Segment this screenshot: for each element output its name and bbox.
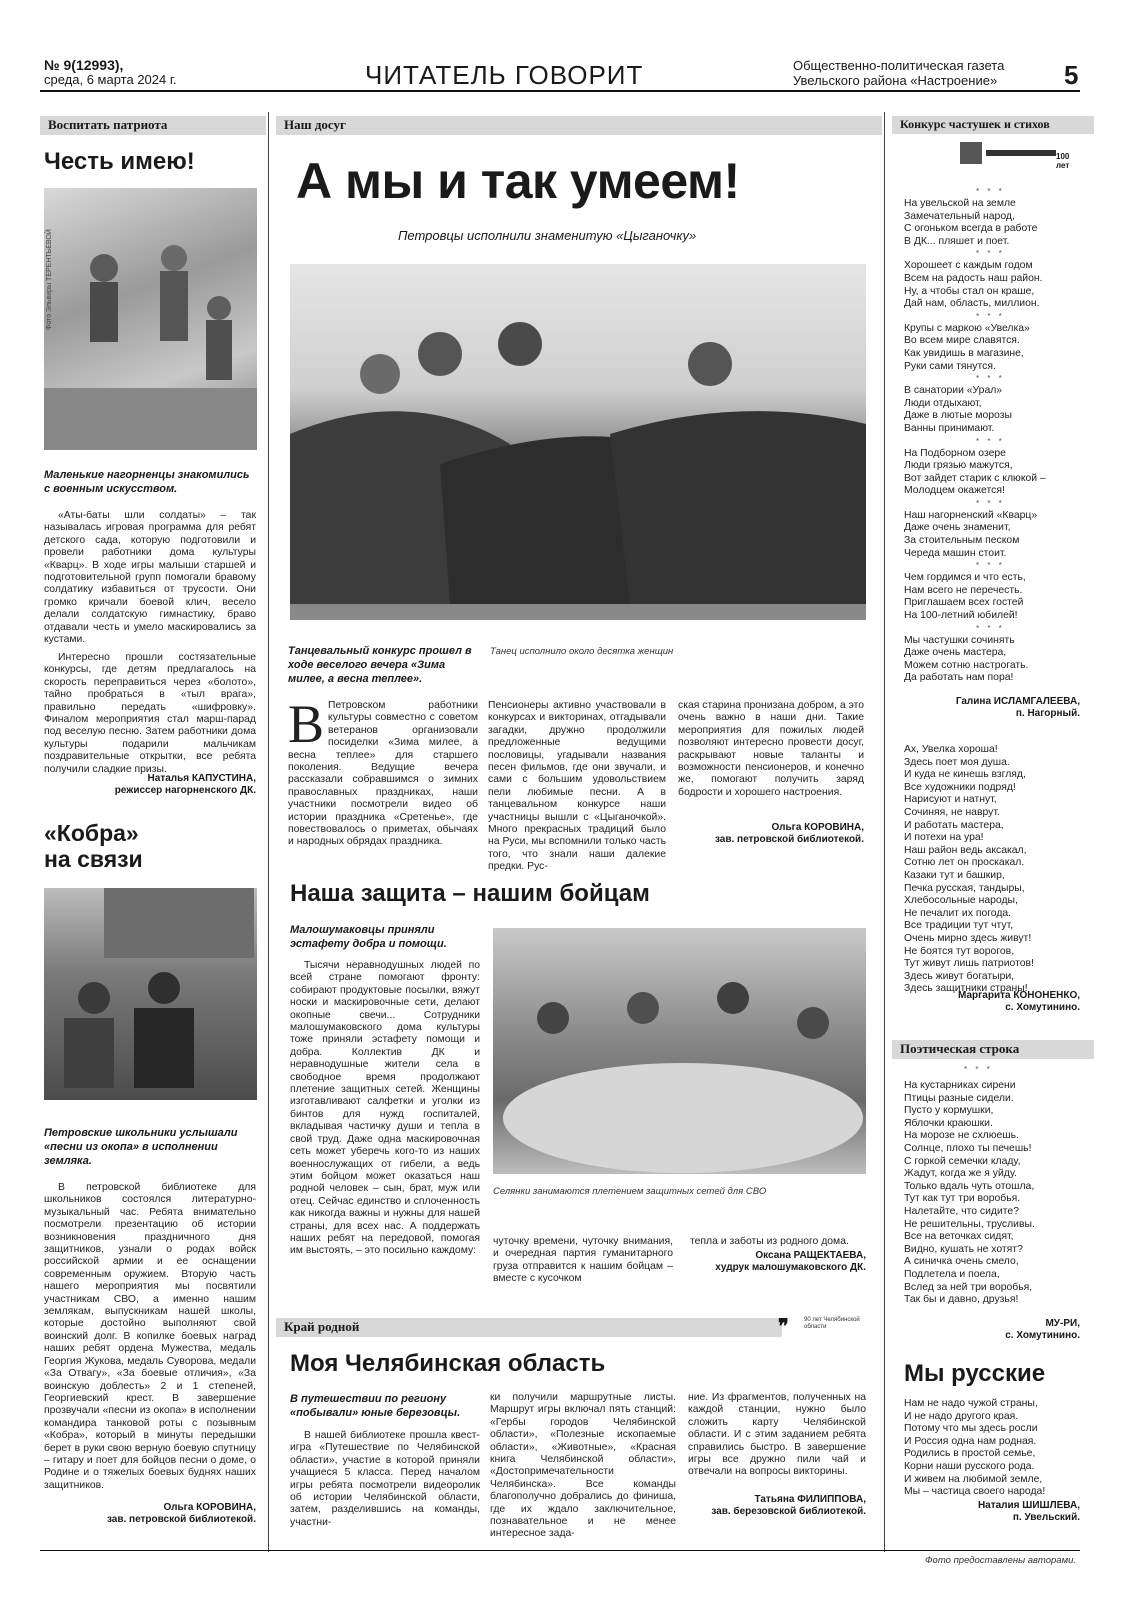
page-number: 5: [1064, 60, 1079, 90]
divider-stars: * * *: [976, 498, 1005, 508]
section-title: ЧИТАТЕЛЬ ГОВОРИТ: [365, 60, 644, 90]
cobra-title-line1: «Кобра»: [44, 820, 139, 846]
honor-paragraph-1: «Аты-баты шли солдаты» – так называлась игровая программа для ребят детского сада, которую подготовили и провели работники дома культуры «Кварц». В ходе игры малыши старшей и подготовительной групп помогали бравому солдатику избавиться от трусости. Они громко кричали боевой клич, весело делали солдатскую гимнастику, браво отдавали честь и умело маскировались за кустами.: [44, 510, 256, 646]
article-title-cobra: [44, 820, 143, 872]
poem-birds-line: Все на веточках сидят,: [904, 1231, 1014, 1243]
poem-russians-author-name: Наталия ШИШЛЕВА,: [977, 1500, 1080, 1511]
poem-uvelka-line: И куда не кинешь взгляд,: [904, 769, 1026, 781]
region-column-3: ние. Из фрагментов, полученных на каждой станции, нужно было сложить карту Челябинской области. И с этим заданием ребята справились быстро. В завершение игры все дружно пили чай и отвечали на вопросы викторины.: [688, 1392, 866, 1478]
poem-russians-line: Мы – частица своего народа!: [904, 1486, 1046, 1498]
chastushka-stanza: [904, 572, 1084, 622]
chastushka-stanza: [904, 448, 1084, 498]
poem-russians-line: Потому что мы здесь росли: [904, 1423, 1038, 1435]
divider-stars: * * *: [976, 436, 1005, 446]
photo-net-weaving: [493, 928, 866, 1174]
photo-dancing-women: [290, 264, 866, 620]
defense-title: Наша защита – нашим бойцам: [290, 880, 650, 907]
chastushki-author: [892, 696, 1080, 720]
defense-column-2: чуточку времени, чуточку внимания, и очередная партия гуманитарного груза отправится к нашим бойцам – вместе с кусочком: [493, 1236, 673, 1285]
column-divider-right: [884, 112, 885, 1552]
footer-photo-credit: Фото предоставлены авторами.: [925, 1555, 1076, 1566]
poem-russians-author: [892, 1500, 1080, 1524]
honor-author-name: Наталья КАПУСТИНА,: [147, 773, 256, 784]
poem-uvelka-line: Сочиняя, не наврут.: [904, 806, 1000, 818]
poem-uvelka-line: Тут живут лишь патриотов!: [904, 958, 1034, 970]
issue-info: [44, 58, 177, 87]
poem-birds-line: На кустарниках сирени: [904, 1080, 1016, 1091]
rubric-poetry: Поэтическая строка: [892, 1040, 1094, 1059]
region-author: [688, 1494, 866, 1518]
article-title-honor: Честь имею!: [44, 148, 195, 175]
photo-caption-dance: Танец исполнило около десятка женщин: [490, 646, 674, 657]
chastushka-line: Хорошеет с каждым годом: [904, 260, 1033, 272]
poem-birds-line: Яблочки краюшки.: [904, 1117, 993, 1129]
chastushka-line: Можем сотню настрогать.: [904, 659, 1029, 671]
defense-author: [690, 1250, 866, 1274]
caption-cobra: Петровские школьники услышали «песни из окопа» в исполнении земляка.: [44, 1127, 238, 1167]
main-subtitle: Петровцы исполнили знаменитую «Цыганочку»: [398, 228, 697, 243]
cobra-author: [44, 1502, 256, 1526]
rubric-patriot: Воспитать патриота: [40, 116, 266, 135]
chastushka-line: Приглашаем всех гостей: [904, 597, 1024, 609]
photo-net-weaving-art: [493, 928, 866, 1174]
chastushka-stanza: [904, 323, 1084, 373]
poem-uvelka: [904, 744, 1084, 996]
chastushka-line: Даже в лютые морозы: [904, 410, 1012, 422]
drop-cap: В: [288, 694, 325, 754]
poem-uvelka-line: Не печалит их погода.: [904, 907, 1012, 919]
dance-column-1-text: Петровском работники культуры совместно с советом ветеранов организовали посиделки «Зима милее, а весна теплее» для старшего поколения. Ведущие вечера рассказали собравшимся о зимних православных праздниках, наши участники посмотрели видео об истории праздника «Сретенье», где повествовалось о приметах, обычаях и народных обрядах праздника.: [288, 700, 478, 848]
rubric-leisure: Наш досуг: [276, 116, 882, 135]
chastushka-line: На увельской на земле: [904, 198, 1016, 209]
region-title: Моя Челябинская область: [290, 1350, 606, 1377]
chastushka-line: Мы частушки сочинять: [904, 634, 1015, 646]
poem-birds-line: Жадут, когда же я уйду.: [904, 1168, 1017, 1180]
region-lead: В путешествии по региону «побывали» юные березовцы.: [290, 1393, 461, 1419]
chastushki-author-place: п. Нагорный.: [1015, 708, 1080, 719]
chastushka-line: Руки сами тянутся.: [904, 360, 996, 372]
poem-birds-line: Пусто у кормушки,: [904, 1105, 994, 1117]
divider-stars: * * *: [976, 561, 1005, 571]
poem-uvelka-line: Хлебосольные народы,: [904, 895, 1018, 907]
chastushka-stanza: [904, 198, 1084, 248]
chastushki-list: [904, 186, 1084, 685]
poem-birds: [904, 1080, 1084, 1307]
poem-uvelka-line: Здесь защитники страны!: [904, 983, 1028, 995]
region-column-2: ки получили маршрутные листы. Маршрут игры включал пять станций: «Гербы городов Челябинской области», «Полезные ископаемые области», «Животные», «Красная книга Челябинской области», «Достопримечательности Челябинска». Все команды благополучно добрались до финиша, где их ждало заключительное, познавательное и не менее интересное зада-: [490, 1392, 676, 1540]
newspaper-name: [793, 58, 1004, 88]
poem-birds-author-place: с. Хомутинино.: [1005, 1330, 1080, 1341]
region-column-1: В нашей библиотеке прошла квест-игра «Путешествие по Челябинской области», участие в которой приняли учащиеся 5 класса. Перед началом игры ребята посмотрели видеоролик об истории Челябинской области, затем, разделившись на команды, участни-: [290, 1430, 480, 1528]
poem-uvelka-author-name: Маргарита КОНОНЕНКО,: [958, 990, 1080, 1001]
cobra-paragraph: В петровской библиотеке для школьников состоялся литературно-музыкальный час. Ребята внимательно посмотрели презентацию об истории возникновения праздничного дня защитников, узнали о родах войск российской армии и ее оснащении современным оружием. Вторую часть нашего мероприятия мы посвятили участникам СВО, а именно нашим землякам, выпускникам нашей школы, которые достойно выполняют свой воинский долг. В копилке боевых наград наших ребят ордена Мужества, медаль Георгия Жукова, медаль Суворова, медали «За Отвагу», «За боевые отличия», «За воинскую доблесть» 2 и 1 степеней, Георгиевский крест. В завершение прозвучали «песни из окопа» в исполнении командира танковой роты с позывным «Кобра», который в минуты передышки берет в руки свою верную боевую спутницу – гитару и поет для бойцов песни о доме, о Родине и о тяжелых боевых буднях наших защитников.: [44, 1182, 256, 1491]
poem-birds-line: Подлетела и поела,: [904, 1268, 1000, 1280]
rubric-contest: Конкурс частушек и стихов: [892, 116, 1094, 134]
chastushka-line: Даже очень мастера,: [904, 647, 1007, 659]
honor-paragraph-2: Интересно прошли состязательные конкурсы, где детям предлагалось на скорость переправиться через «болото», тайно пробраться в «тыл врага», правильно передать «шифровку». Финалом мероприятия стал марш-парад под веселую песню. Затем работники дома культуры подарили мальчикам поздравительные открытки, все ребята получили сладкие призы.: [44, 652, 256, 775]
dance-author-name: Ольга КОРОВИНА,: [771, 822, 864, 833]
poem-uvelka-line: Очень мирно здесь живут!: [904, 932, 1032, 944]
cobra-title-line2: на связи: [44, 846, 143, 872]
poem-russians-author-place: п. Увельский.: [1012, 1512, 1080, 1523]
caption-honor: Маленькие нагорненцы знакомились с военным искусством.: [44, 469, 250, 495]
poem-uvelka-line: Здесь живут богатыри,: [904, 970, 1015, 982]
issue-number: № 9(12993),: [44, 57, 124, 73]
chastushka-line: На 100-летний юбилей!: [904, 610, 1018, 622]
poem-birds-line: Вслед за ней три воробья,: [904, 1281, 1033, 1293]
poem-uvelka-line: Ах, Увелка хороша!: [904, 744, 998, 755]
divider-stars: * * *: [976, 249, 1005, 259]
defense-author-role: худрук малошумаковского ДК.: [715, 1262, 866, 1273]
poem-russians-line: Родились в простой семье,: [904, 1448, 1036, 1460]
photo-library-students-art: [44, 888, 257, 1100]
poem-uvelka-line: Нарисуют и натнут,: [904, 794, 997, 806]
chastushka-stanza: [904, 510, 1084, 560]
region-author-name: Татьяна ФИЛИППОВА,: [754, 1494, 866, 1505]
poem-uvelka-line: Наш район ведь аксакал,: [904, 844, 1027, 856]
divider-stars: * * *: [976, 311, 1005, 321]
poem-birds-line: Солнце, плохо ты печешь!: [904, 1142, 1032, 1154]
divider-stars: * * *: [976, 187, 1005, 196]
chastushka-line: Ванны принимают.: [904, 422, 995, 434]
chastushka-stanza: [904, 385, 1084, 435]
chastushka-line: С огоньком всегда в работе: [904, 223, 1038, 235]
chastushka-line: В санатории «Урал»: [904, 385, 1003, 397]
poem-russians-line: И Россия одна нам родная.: [904, 1435, 1037, 1447]
photo-library-students: [44, 888, 257, 1100]
caption-dance: Танцевальный конкурс прошел в ходе веселого вечера «Зима милее, а весна теплее».: [288, 645, 472, 685]
poem-uvelka-author: [892, 990, 1080, 1014]
poem-birds-line: С горкой семечки кладу,: [904, 1155, 1021, 1167]
poem-uvelka-line: Сотню лет он проскакал.: [904, 857, 1025, 869]
poem-uvelka-line: Казаки тут и башкир,: [904, 869, 1005, 881]
photo-children-soldiers: [44, 188, 257, 450]
poem-birds-line: Так бы и давно, друзья!: [904, 1294, 1019, 1306]
poem-birds-line: На морозе не схлюешь.: [904, 1130, 1019, 1142]
photo-credit: Фото Эльвиры ТЕРЕНТЬЕВОЙ: [46, 229, 53, 330]
region-90-logo: [778, 1314, 868, 1338]
chastushka-line: Крупы с маркою «Увелка»: [904, 322, 1030, 334]
cobra-author-name: Ольга КОРОВИНА,: [163, 1502, 256, 1513]
photo-children-soldiers-art: [44, 188, 257, 450]
chastushka-line: Да работать нам пора!: [904, 672, 1014, 684]
chastushka-line: Череда машин стоит.: [904, 547, 1007, 559]
photo-caption-defense: Селянки занимаются плетением защитных сетей для СВО: [493, 1186, 767, 1197]
poem-uvelka-line: И работать мастера,: [904, 819, 1004, 831]
poem-birds-line: А синичка очень смело,: [904, 1256, 1019, 1268]
dance-column-2: Пенсионеры активно участвовали в конкурсах и викторинах, отгадывали загадки, дружно продолжили предложенные ведущими пословицы, угадывали названия песен фильмов, где они звучали, и сами с большим удовольствием пели любимые песни. А в танцевальном конкурсе наши участницы вышли с «Цыганочкой». Много прекрасных традиций было на Руси, мы вспомнили только часть того, что знали наши далекие предки. Рус-: [488, 700, 666, 873]
divider-stars: * * *: [964, 1065, 993, 1074]
chastushka-line: Чем гордимся и что есть,: [904, 572, 1026, 584]
chastushka-line: Вот зайдет старик с клюкой –: [904, 472, 1046, 484]
chastushka-line: Как увидишь в магазине,: [904, 347, 1024, 359]
poem-russians-line: Корни наши русского рода.: [904, 1460, 1035, 1472]
chastushka-line: Наш нагорненский «Кварц»: [904, 509, 1038, 521]
chastushka-line: Молодцем окажется!: [904, 485, 1005, 497]
dance-author: [678, 822, 864, 846]
cobra-author-role: зав. петровской библиотекой.: [106, 1514, 256, 1525]
anniversary-logo: [960, 138, 1080, 170]
photo-dancing-women-art: [290, 264, 866, 620]
poem-russians-title: Мы русские: [904, 1360, 1046, 1387]
poem-birds-line: Не решительны, трусливы.: [904, 1218, 1035, 1230]
poem-russians-line: Нам не надо чужой страны,: [904, 1398, 1038, 1409]
rubric-homeland: Край родной: [276, 1318, 782, 1337]
chastushka-line: Ну, а чтобы стал он краше,: [904, 285, 1035, 297]
poem-uvelka-line: Здесь поет моя душа.: [904, 756, 1010, 768]
chastushka-stanza: [904, 260, 1084, 310]
issue-date: среда, 6 марта 2024 г.: [44, 72, 177, 87]
chastushki-author-name: Галина ИСЛАМГАЛЕЕВА,: [955, 696, 1080, 707]
poem-uvelka-line: И потехи на ура!: [904, 832, 984, 844]
poem-uvelka-line: Все художники подряд!: [904, 781, 1016, 793]
poem-birds-line: Только вдаль чуть отошла,: [904, 1180, 1035, 1192]
chastushka-line: Во всем мире славятся.: [904, 335, 1020, 347]
chastushka-line: Нам всего не перечесть.: [904, 584, 1023, 596]
poem-birds-author-name: МУ-РИ,: [1045, 1318, 1080, 1329]
chastushka-line: За стоительным песком: [904, 535, 1020, 547]
chastushka-line: Дай нам, область, миллион.: [904, 298, 1040, 310]
poem-birds-line: Налетайте, что сидите?: [904, 1205, 1019, 1217]
column-divider-left: [268, 112, 269, 1552]
chastushka-line: Люди грязью мажутся,: [904, 460, 1013, 472]
defense-author-name: Оксана РАЩЕКТАЕВА,: [755, 1250, 866, 1261]
divider-stars: * * *: [976, 374, 1005, 384]
defense-lead: Малошумаковцы приняли эстафету добра и помощи.: [290, 924, 447, 950]
chastushka-line: Даже очень знаменит,: [904, 522, 1011, 534]
chastushka-line: Замечательный народ,: [904, 210, 1015, 222]
poem-russians: [904, 1398, 1084, 1499]
poem-uvelka-line: Все традиции тут чтут,: [904, 920, 1014, 932]
newspaper-name-line1: Общественно-политическая газета: [793, 58, 1005, 73]
defense-column-1: Тысячи неравнодушных людей по всей стране помогают фронту: собирают продуктовые посылки, вяжут носки и маскировочные сети, делают окопные свечи... Сотрудники малошумаковского дома культуры тоже приняли эстафету помощи и добра. Коллектив ДК и неравнодушные жители села в свободное время продолжают плетение защитных сетей. Женщины изготавливают салфетки и уголки из бинтов для нужд госпиталей, вкладывая частичку души и тепла в свой труд. Даже одна маскировочная сеть может уберечь кого-то из наших военнослужащих от гибели, а ведь этим бойцом может оказаться наш родной человек – сын, брат, муж или отец. Сейчас единство и сплоченность как никогда важны и нужны для нашей страны, для всех нас. А поддержать наших ребят на передовой, помогая им выстоять, – это посильно каждому:: [290, 960, 480, 1257]
header-rule: [40, 90, 1080, 92]
region-logo-text: 90 лет Челябинской области: [804, 1317, 860, 1330]
poem-russians-line: И не надо другого края.: [904, 1410, 1019, 1422]
chastushka-line: Всем на радость наш район.: [904, 272, 1043, 284]
region-author-role: зав. березовской библиотекой.: [711, 1506, 866, 1517]
newspaper-name-line2: Увельского района «Настроение»: [793, 73, 998, 88]
poem-uvelka-author-place: с. Хомутинино.: [1005, 1002, 1080, 1013]
poem-birds-author: [892, 1318, 1080, 1342]
dance-author-role: зав. петровской библиотекой.: [714, 834, 864, 845]
poem-russians-line: И живем на любимой земле,: [904, 1473, 1043, 1485]
defense-column-3: тепла и заботы из родного дома.: [690, 1236, 849, 1247]
chastushka-line: На Подборном озере: [904, 447, 1006, 459]
region-logo-mark: ❞: [778, 1316, 789, 1338]
main-headline: А мы и так умеем!: [296, 153, 740, 209]
footer-rule: [40, 1550, 1080, 1551]
honor-author-role: режиссер нагорненского ДК.: [114, 785, 256, 796]
poem-uvelka-line: Печка русская, тандыры,: [904, 882, 1025, 894]
dance-column-1: [288, 694, 478, 849]
chastushka-stanza: [904, 635, 1084, 685]
anniversary-logo-text: 100 лет: [1056, 152, 1070, 170]
chastushka-line: Люди отдыхают,: [904, 397, 982, 409]
chastushka-line: В ДК... пляшет и поет.: [904, 235, 1010, 247]
poem-birds-line: Видно, кушать не хотят?: [904, 1243, 1023, 1255]
divider-stars: * * *: [976, 623, 1005, 633]
poem-uvelka-line: Не боятся тут ворогов,: [904, 945, 1015, 957]
poem-birds-line: Птицы разные сидели.: [904, 1092, 1014, 1104]
poem-birds-line: Тут как тут три воробья.: [904, 1193, 1021, 1205]
dance-column-3: ская старина пронизана добром, а это очень важно в наши дни. Такие мероприятия для пожилых людей позволяют интересно провести досуг, раскрывают новые таланты и возможности пенсионеров, и конечно же, помогают получить заряд бодрости и хорошего настроения.: [678, 700, 864, 798]
honor-author: [44, 773, 256, 797]
